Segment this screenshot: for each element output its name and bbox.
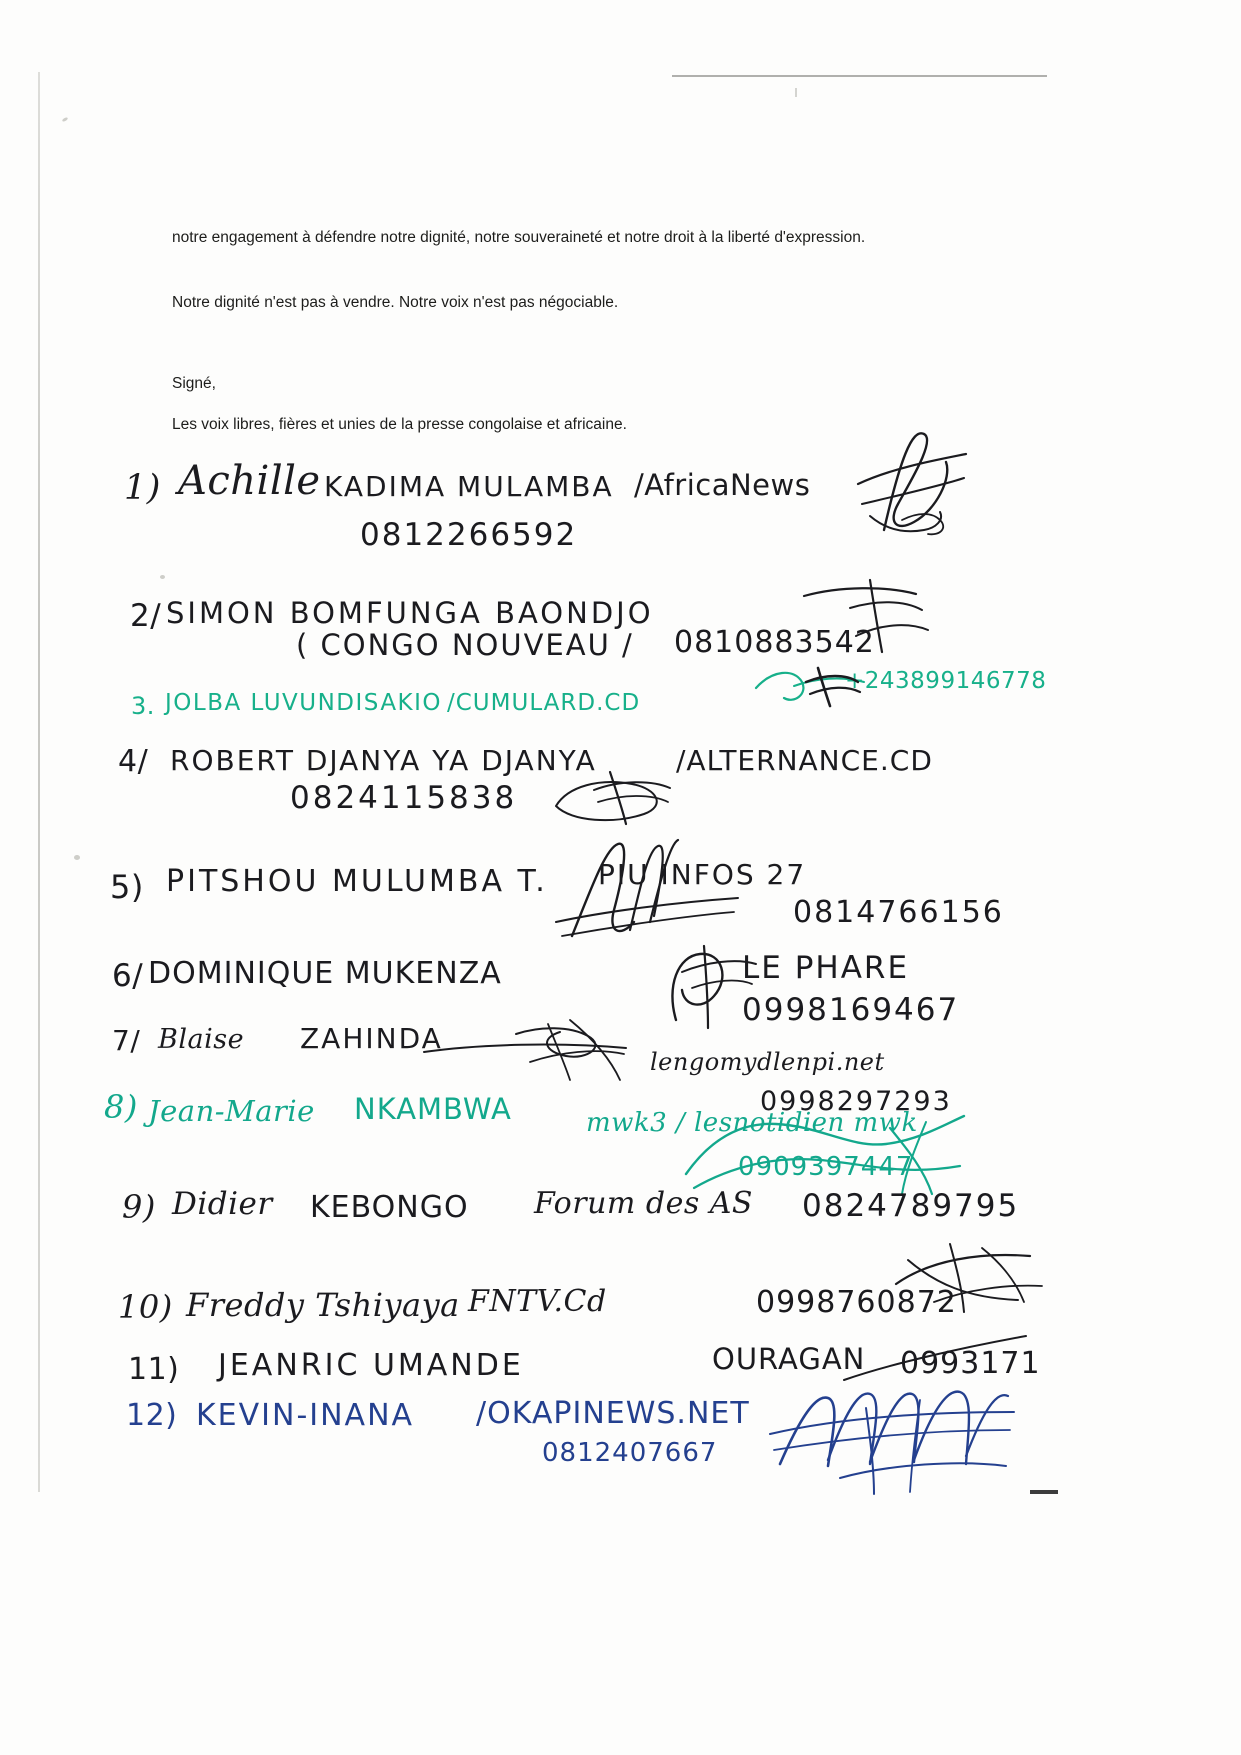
signature-11-outlet: OURAGAN (712, 1342, 866, 1376)
signature-7-name-caps: ZAHINDA (300, 1022, 443, 1055)
scan-tick (795, 88, 797, 97)
signature-1-outlet: /AfricaNews (634, 468, 811, 502)
signature-6-number: 6/ (112, 958, 144, 994)
signature-1-name-caps: KADIMA MULAMBA (324, 470, 614, 503)
signature-3-number: 3. (131, 692, 155, 720)
signature-9-phone: 0824789795 (802, 1188, 1020, 1224)
paragraph-engagement: notre engagement à défendre notre dignité, notre souveraineté et notre droit à la liberté d'expression. (172, 229, 866, 246)
signature-8-outlet: mwk3 / lesnotidien mwk (586, 1108, 918, 1138)
signature-4-name-caps: ROBERT DJANYA YA DJANYA (170, 744, 597, 777)
signature-10-name: Freddy Tshiyaya (186, 1286, 460, 1324)
signature-4-outlet: /ALTERNANCE.CD (676, 744, 933, 777)
signature-8-phone: 0909397447 (738, 1152, 914, 1182)
signature-12-name-caps: KEVIN-INANA (196, 1398, 415, 1433)
signature-9-outlet: Forum des AS (534, 1186, 753, 1221)
signature-5-outlet: PIU INFOS 27 (598, 858, 807, 891)
typed-body-3 (172, 371, 907, 412)
signature-9-name-caps: KEBONGO (310, 1190, 469, 1225)
signature-1-name: Achille (178, 458, 321, 504)
signature-5-phone: 0814766156 (793, 895, 1004, 930)
signature-8-number: 8) (104, 1088, 138, 1126)
signature-7-number: 7/ (112, 1024, 141, 1057)
signature-10-number: 10) (118, 1288, 173, 1326)
signature-11-number: 11) (128, 1352, 180, 1387)
signature-7-name: Blaise (158, 1024, 245, 1055)
signature-3-outlet: /CUMULARD.CD (447, 690, 641, 716)
signature-1-number: 1) (124, 468, 161, 508)
scan-edge-artifact-top (672, 75, 1047, 77)
signature-1-phone: 0812266592 (360, 517, 578, 553)
paragraph-voix-libres: Les voix libres, fières et unies de la presse congolaise et africaine. (172, 416, 627, 433)
signature-11-name-caps: JEANRIC UMANDE (218, 1348, 524, 1383)
scan-edge-artifact (38, 72, 40, 1492)
signature-9-number: 9) (122, 1188, 156, 1226)
signature-3-name-caps: JOLBA LUVUNDISAKIO (165, 690, 443, 716)
signature-12-outlet: /OKAPINEWS.NET (476, 1396, 750, 1431)
signature-7-phone: 0998297293 (760, 1086, 952, 1117)
signature-2-phone: 0810883542 (674, 625, 875, 660)
signature-10-outlet: FNTV.Cd (468, 1284, 607, 1319)
signature-4-number: 4/ (118, 744, 149, 779)
signature-11-phone: 0993171 (900, 1346, 1041, 1381)
signature-4-mark (548, 768, 688, 828)
signature-8-name-caps: NKAMBWA (354, 1092, 512, 1126)
scan-edge-artifact-bottom (1030, 1490, 1058, 1494)
typed-body (172, 225, 907, 266)
signature-6-outlet: LE PHARE (742, 950, 910, 986)
signature-8-name: Jean-Marie (148, 1094, 315, 1128)
signature-7-outlet: lengomydlenpi.net (650, 1048, 885, 1076)
scan-speck (74, 855, 80, 860)
signature-2-outlet: ( CONGO NOUVEAU / (296, 628, 634, 662)
signature-5-number: 5) (110, 868, 144, 906)
typed-body-4 (172, 412, 907, 453)
signature-7-mark (420, 1018, 650, 1088)
signature-12-phone: 0812407667 (542, 1438, 718, 1468)
typed-body-2 (172, 290, 907, 331)
signature-2-number: 2/ (130, 598, 162, 634)
signature-4-phone: 0824115838 (290, 780, 518, 816)
scan-speck (62, 117, 69, 123)
signature-9-name: Didier (172, 1186, 273, 1222)
paragraph-dignite: Notre dignité n'est pas à vendre. Notre voix n'est pas négociable. (172, 294, 619, 311)
signature-2-name-caps: SIMON BOMFUNGA BAONDJO (166, 596, 654, 630)
signature-12-mark (770, 1368, 1020, 1498)
scan-speck (160, 575, 165, 579)
signature-6-phone: 0998169467 (742, 992, 960, 1028)
signature-6-name-caps: DOMINIQUE MUKENZA (148, 956, 502, 991)
paragraph-signe: Signé, (172, 375, 216, 392)
signature-12-number: 12) (126, 1398, 178, 1433)
signature-3-phone: +243899146778 (845, 668, 1047, 694)
signature-10-phone: 0998760872 (756, 1285, 957, 1320)
signature-5-name-caps: PITSHOU MULUMBA T. (166, 864, 548, 899)
